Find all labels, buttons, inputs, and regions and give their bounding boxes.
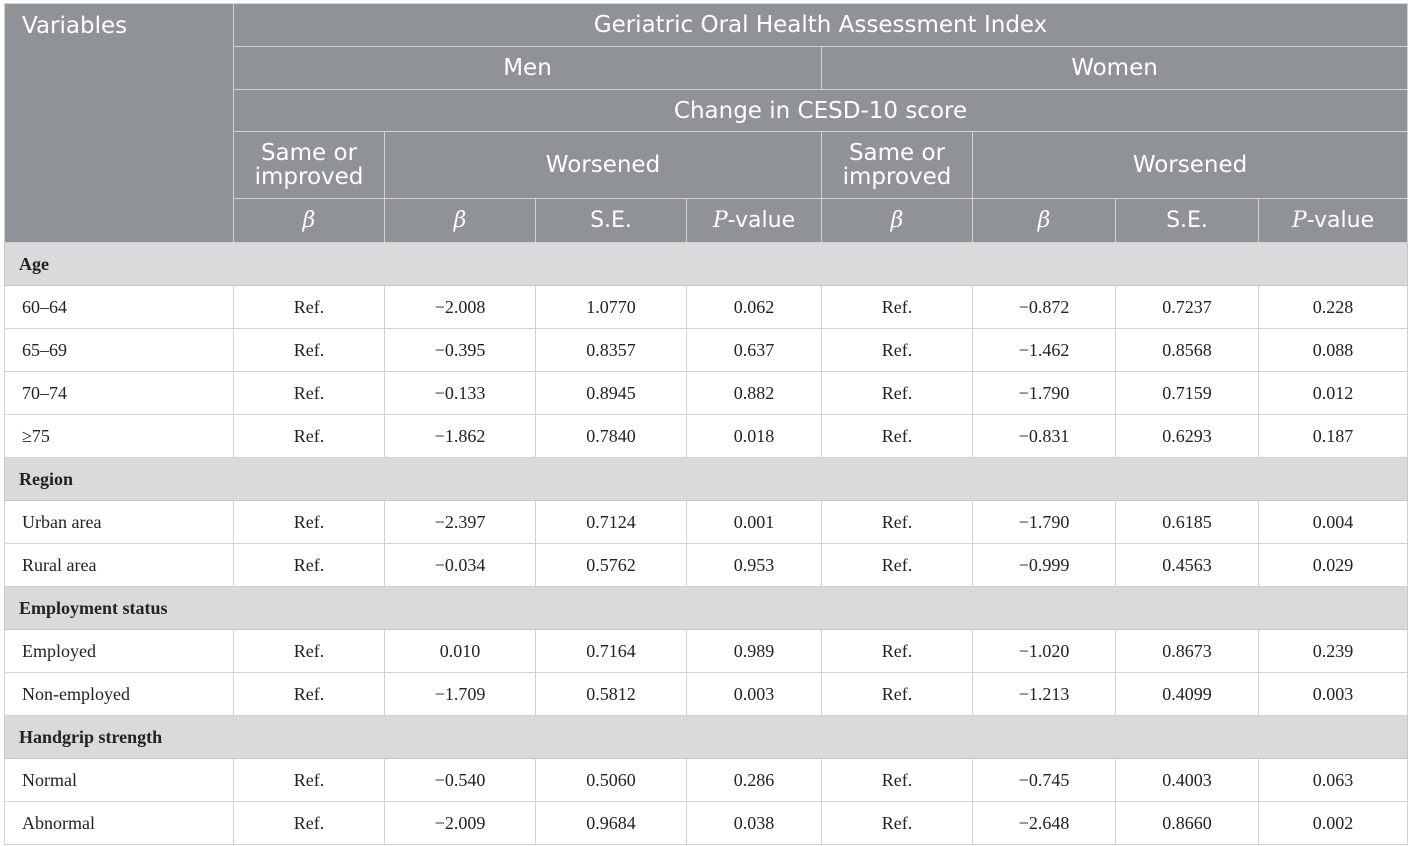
cell-women-se: 0.8673 [1116,630,1259,673]
cell-men-p: 0.989 [687,630,822,673]
cell-men-ref: Ref. [234,501,385,544]
table-row [5,286,1408,329]
cell-women-se: 0.7159 [1116,372,1259,415]
women-ref-beta-header: β [822,199,973,243]
women-beta-header: β [973,199,1116,243]
cell-men-se: 0.5812 [536,673,687,716]
cell-men-se: 0.5060 [536,759,687,802]
cell-women-se: 0.4563 [1116,544,1259,587]
cell-men-p: 0.003 [687,673,822,716]
cell-men-ref: Ref. [234,759,385,802]
table-row [5,673,1408,716]
men-ref-beta-header: β [234,199,385,243]
cell-women-se: 0.7237 [1116,286,1259,329]
cell-women-p: 0.004 [1259,501,1408,544]
cell-men-se: 0.7124 [536,501,687,544]
cell-women-p: 0.002 [1259,802,1408,845]
cell-women-p: 0.187 [1259,415,1408,458]
cell-men-beta: −2.397 [385,501,536,544]
section-row [5,243,1408,286]
cell-men-beta: −2.008 [385,286,536,329]
cell-men-beta: −0.395 [385,329,536,372]
cell-men-ref: Ref. [234,372,385,415]
row-label: Employed [5,630,234,673]
cell-women-beta: −0.745 [973,759,1116,802]
change-header: Change in CESD-10 score [234,90,1408,132]
cell-women-ref: Ref. [822,286,973,329]
cell-women-ref: Ref. [822,415,973,458]
cell-women-beta: −1.020 [973,630,1116,673]
men-p-header: P-value [687,199,822,243]
section-title: Age [5,243,1408,286]
men-header: Men [234,47,822,90]
women-se-header: S.E. [1116,199,1259,243]
cell-men-ref: Ref. [234,329,385,372]
cell-men-p: 0.953 [687,544,822,587]
cell-women-ref: Ref. [822,630,973,673]
cell-women-ref: Ref. [822,673,973,716]
row-label: 60–64 [5,286,234,329]
cell-men-se: 0.8357 [536,329,687,372]
cell-women-beta: −1.790 [973,372,1116,415]
cell-men-ref: Ref. [234,630,385,673]
cell-women-beta: −0.872 [973,286,1116,329]
cell-men-p: 0.286 [687,759,822,802]
cell-men-beta: 0.010 [385,630,536,673]
section-title: Employment status [5,587,1408,630]
cell-men-ref: Ref. [234,286,385,329]
row-label: Rural area [5,544,234,587]
cell-women-beta: −2.648 [973,802,1116,845]
cell-women-beta: −0.831 [973,415,1116,458]
section-row [5,587,1408,630]
cell-women-beta: −0.999 [973,544,1116,587]
cell-men-beta: −1.862 [385,415,536,458]
cell-women-ref: Ref. [822,802,973,845]
row-label: 70–74 [5,372,234,415]
section-title: Handgrip strength [5,716,1408,759]
cell-women-beta: −1.462 [973,329,1116,372]
men-worsened-header: Worsened [385,132,822,199]
cell-women-p: 0.003 [1259,673,1408,716]
results-table [4,3,1408,845]
row-label: Non-employed [5,673,234,716]
cell-men-se: 1.0770 [536,286,687,329]
cell-women-ref: Ref. [822,759,973,802]
cell-women-p: 0.012 [1259,372,1408,415]
cell-men-beta: −1.709 [385,673,536,716]
row-label: Normal [5,759,234,802]
cell-men-p: 0.018 [687,415,822,458]
cell-women-ref: Ref. [822,501,973,544]
table-row [5,759,1408,802]
cell-women-p: 0.228 [1259,286,1408,329]
cell-men-beta: −0.540 [385,759,536,802]
women-same-improved-header: Same or improved [822,132,973,199]
men-se-header: S.E. [536,199,687,243]
cell-women-ref: Ref. [822,372,973,415]
cell-women-se: 0.6293 [1116,415,1259,458]
cell-women-beta: −1.213 [973,673,1116,716]
table-header [5,4,1408,243]
cell-men-beta: −0.133 [385,372,536,415]
table-body [5,243,1408,845]
table-row [5,630,1408,673]
section-row [5,716,1408,759]
section-title: Region [5,458,1408,501]
cell-men-se: 0.9684 [536,802,687,845]
row-label: 65–69 [5,329,234,372]
cell-women-se: 0.4099 [1116,673,1259,716]
row-label: Urban area [5,501,234,544]
cell-men-ref: Ref. [234,415,385,458]
cell-men-p: 0.038 [687,802,822,845]
cell-men-p: 0.882 [687,372,822,415]
cell-women-se: 0.8568 [1116,329,1259,372]
cell-men-p: 0.637 [687,329,822,372]
cell-women-se: 0.4003 [1116,759,1259,802]
cell-women-p: 0.088 [1259,329,1408,372]
table-row [5,372,1408,415]
cell-men-p: 0.062 [687,286,822,329]
row-label: Abnormal [5,802,234,845]
cell-women-ref: Ref. [822,329,973,372]
cell-women-se: 0.8660 [1116,802,1259,845]
women-header: Women [822,47,1408,90]
table-row [5,329,1408,372]
cell-men-ref: Ref. [234,544,385,587]
table-row [5,501,1408,544]
table-row [5,544,1408,587]
index-title-header: Geriatric Oral Health Assessment Index [234,4,1408,47]
cell-men-ref: Ref. [234,802,385,845]
women-p-header: P-value [1259,199,1408,243]
row-label: ≥75 [5,415,234,458]
cell-men-beta: −0.034 [385,544,536,587]
section-row [5,458,1408,501]
cell-men-se: 0.7164 [536,630,687,673]
cell-men-ref: Ref. [234,673,385,716]
men-same-improved-header: Same or improved [234,132,385,199]
cell-men-se: 0.7840 [536,415,687,458]
women-worsened-header: Worsened [973,132,1408,199]
cell-men-se: 0.5762 [536,544,687,587]
cell-women-p: 0.029 [1259,544,1408,587]
cell-women-ref: Ref. [822,544,973,587]
cell-men-beta: −2.009 [385,802,536,845]
table-row [5,802,1408,845]
cell-men-se: 0.8945 [536,372,687,415]
cell-women-p: 0.239 [1259,630,1408,673]
variables-header: Variables [5,4,234,243]
men-beta-header: β [385,199,536,243]
cell-women-p: 0.063 [1259,759,1408,802]
table-row [5,415,1408,458]
cell-women-beta: −1.790 [973,501,1116,544]
cell-women-se: 0.6185 [1116,501,1259,544]
cell-men-p: 0.001 [687,501,822,544]
